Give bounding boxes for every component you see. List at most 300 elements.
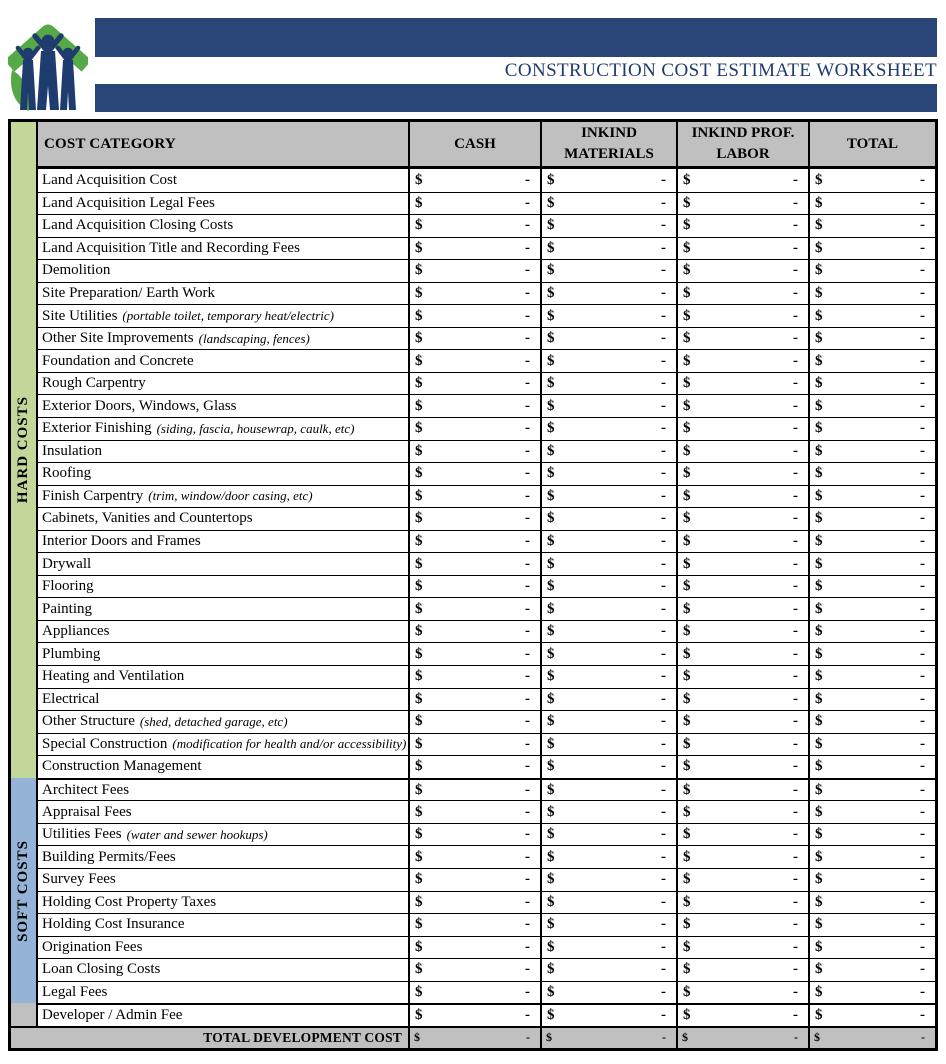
total-cell[interactable] xyxy=(808,936,935,959)
inkind-prof-labor-cell[interactable] xyxy=(676,642,808,665)
empty-amount: - xyxy=(920,758,925,775)
empty-amount: - xyxy=(920,781,925,798)
total-cell[interactable] xyxy=(808,214,935,237)
total-development-cost-label: TOTAL DEVELOPMENT COST xyxy=(11,1026,408,1048)
currency-symbol: $ xyxy=(815,600,823,617)
row-category xyxy=(38,485,408,508)
currency-symbol: $ xyxy=(547,713,555,730)
empty-amount: - xyxy=(661,285,666,301)
inkind-materials-cell[interactable] xyxy=(540,282,676,305)
cash-cell[interactable] xyxy=(408,981,540,1004)
row-category xyxy=(38,755,408,778)
inkind-prof-labor-cell[interactable] xyxy=(676,868,808,891)
row-category xyxy=(38,349,408,372)
cash-cell[interactable] xyxy=(408,440,540,463)
cash-cell[interactable] xyxy=(408,642,540,665)
empty-amount: - xyxy=(525,600,530,617)
inkind-materials-cell[interactable] xyxy=(540,507,676,530)
currency-symbol: $ xyxy=(547,961,555,978)
currency-symbol: $ xyxy=(547,781,555,798)
inkind-materials-cell[interactable] xyxy=(540,530,676,553)
cash-cell[interactable] xyxy=(408,349,540,372)
cash-cell[interactable] xyxy=(408,620,540,643)
inkind-prof-labor-cell[interactable] xyxy=(676,800,808,823)
currency-symbol: $ xyxy=(547,285,555,301)
total-cell[interactable] xyxy=(808,1003,935,1026)
inkind-materials-cell[interactable] xyxy=(540,845,676,868)
total-cell[interactable] xyxy=(808,372,935,395)
currency-symbol: $ xyxy=(415,938,423,955)
masthead-title-band xyxy=(95,57,937,84)
total-cell[interactable] xyxy=(808,349,935,372)
cash-cell[interactable] xyxy=(408,214,540,237)
empty-amount: - xyxy=(661,555,666,572)
inkind-materials-cell[interactable] xyxy=(540,891,676,914)
inkind-prof-labor-cell[interactable] xyxy=(676,349,808,372)
inkind-materials-cell[interactable] xyxy=(540,462,676,485)
currency-symbol: $ xyxy=(683,826,691,843)
inkind-materials-cell[interactable] xyxy=(540,237,676,260)
total-cell[interactable] xyxy=(808,688,935,711)
currency-symbol: $ xyxy=(815,194,823,211)
inkind-materials-cell[interactable] xyxy=(540,778,676,801)
empty-amount: - xyxy=(662,1030,666,1045)
empty-amount: - xyxy=(661,848,666,865)
inkind-materials-cell[interactable] xyxy=(540,259,676,282)
cash-cell[interactable] xyxy=(408,845,540,868)
empty-amount: - xyxy=(920,442,925,459)
inkind-materials-cell[interactable] xyxy=(540,304,676,327)
total-cell[interactable] xyxy=(808,552,935,575)
currency-symbol: $ xyxy=(415,871,423,888)
currency-symbol: $ xyxy=(815,826,823,843)
cash-cell[interactable] xyxy=(408,327,540,350)
total-cell[interactable] xyxy=(808,823,935,846)
total-cell[interactable] xyxy=(808,417,935,440)
empty-amount: - xyxy=(920,420,925,437)
total-cell[interactable] xyxy=(808,642,935,665)
cash-cell[interactable] xyxy=(408,462,540,485)
currency-symbol: $ xyxy=(683,194,691,211)
category-label: Other Structure xyxy=(42,713,135,730)
category-label: Insulation xyxy=(42,442,102,459)
inkind-materials-cell[interactable] xyxy=(540,733,676,756)
total-cell[interactable] xyxy=(808,800,935,823)
inkind-materials-cell[interactable] xyxy=(540,394,676,417)
empty-amount: - xyxy=(793,961,798,978)
total-row-inkind-prof-labor-cell[interactable] xyxy=(676,1026,808,1048)
hard-costs-band-label: HARD COSTS xyxy=(15,396,31,504)
inkind-materials-cell[interactable] xyxy=(540,575,676,598)
empty-amount: - xyxy=(661,893,666,910)
cash-cell[interactable] xyxy=(408,755,540,778)
inkind-prof-labor-cell[interactable] xyxy=(676,394,808,417)
total-cell[interactable] xyxy=(808,507,935,530)
row-category xyxy=(38,823,408,846)
total-cell[interactable] xyxy=(808,440,935,463)
inkind-materials-cell[interactable] xyxy=(540,552,676,575)
inkind-materials-cell[interactable] xyxy=(540,327,676,350)
row-category xyxy=(38,237,408,260)
currency-symbol: $ xyxy=(547,735,555,752)
inkind-prof-labor-cell[interactable] xyxy=(676,530,808,553)
inkind-materials-cell[interactable] xyxy=(540,192,676,215)
currency-symbol: $ xyxy=(415,510,423,527)
currency-symbol: $ xyxy=(415,826,423,843)
total-cell[interactable] xyxy=(808,259,935,282)
cash-cell[interactable] xyxy=(408,237,540,260)
currency-symbol: $ xyxy=(815,285,823,301)
cash-cell[interactable] xyxy=(408,936,540,959)
currency-symbol: $ xyxy=(415,262,423,279)
inkind-prof-labor-cell[interactable] xyxy=(676,823,808,846)
empty-amount: - xyxy=(793,983,798,1000)
inkind-prof-labor-cell[interactable] xyxy=(676,710,808,733)
currency-symbol: $ xyxy=(415,352,423,369)
category-label: Appraisal Fees xyxy=(42,803,132,820)
total-cell[interactable] xyxy=(808,733,935,756)
empty-amount: - xyxy=(661,375,666,392)
category-label: Flooring xyxy=(42,578,94,595)
empty-amount: - xyxy=(525,239,530,256)
currency-symbol: $ xyxy=(547,600,555,617)
inkind-prof-labor-cell[interactable] xyxy=(676,1003,808,1026)
total-cell[interactable] xyxy=(808,958,935,981)
inkind-materials-cell[interactable] xyxy=(540,642,676,665)
cash-cell[interactable] xyxy=(408,394,540,417)
inkind-prof-labor-cell[interactable] xyxy=(676,958,808,981)
empty-amount: - xyxy=(525,555,530,572)
currency-symbol: $ xyxy=(683,307,691,324)
inkind-materials-cell[interactable] xyxy=(540,485,676,508)
habitat-logo-graphic xyxy=(8,12,88,112)
currency-symbol: $ xyxy=(546,1030,552,1045)
cash-cell[interactable] xyxy=(408,913,540,936)
currency-symbol: $ xyxy=(683,916,691,933)
total-cell[interactable] xyxy=(808,327,935,350)
cash-cell[interactable] xyxy=(408,530,540,553)
category-note: (portable toilet, temporary heat/electric) xyxy=(122,308,334,324)
cash-cell[interactable] xyxy=(408,800,540,823)
empty-amount: - xyxy=(525,262,530,279)
row-category xyxy=(38,733,408,756)
category-label: Land Acquisition Closing Costs xyxy=(42,217,234,234)
inkind-materials-cell[interactable] xyxy=(540,936,676,959)
inkind-prof-labor-cell[interactable] xyxy=(676,440,808,463)
empty-amount: - xyxy=(525,217,530,234)
inkind-prof-labor-cell[interactable] xyxy=(676,913,808,936)
total-cell[interactable] xyxy=(808,304,935,327)
inkind-materials-cell[interactable] xyxy=(540,597,676,620)
cash-cell[interactable] xyxy=(408,1003,540,1026)
total-cell[interactable] xyxy=(808,237,935,260)
inkind-prof-labor-cell[interactable] xyxy=(676,462,808,485)
row-category xyxy=(38,778,408,801)
cash-cell[interactable] xyxy=(408,597,540,620)
category-label: Drywall xyxy=(42,555,92,572)
total-cell[interactable] xyxy=(808,868,935,891)
empty-amount: - xyxy=(661,442,666,459)
row-category xyxy=(38,214,408,237)
inkind-materials-cell[interactable] xyxy=(540,981,676,1004)
cash-cell[interactable] xyxy=(408,688,540,711)
cash-cell[interactable] xyxy=(408,485,540,508)
category-note: (water and sewer hookups) xyxy=(126,826,268,842)
cash-cell[interactable] xyxy=(408,575,540,598)
inkind-prof-labor-cell[interactable] xyxy=(676,981,808,1004)
category-label: Holding Cost Property Taxes xyxy=(42,893,217,910)
total-cell[interactable] xyxy=(808,913,935,936)
empty-amount: - xyxy=(920,668,925,685)
total-cell[interactable] xyxy=(808,394,935,417)
cash-cell[interactable] xyxy=(408,891,540,914)
empty-amount: - xyxy=(793,600,798,617)
inkind-prof-labor-cell[interactable] xyxy=(676,688,808,711)
inkind-materials-cell[interactable] xyxy=(540,710,676,733)
total-cell[interactable] xyxy=(808,282,935,305)
inkind-prof-labor-cell[interactable] xyxy=(676,214,808,237)
currency-symbol: $ xyxy=(415,239,423,256)
cash-cell[interactable] xyxy=(408,733,540,756)
empty-amount: - xyxy=(661,600,666,617)
inkind-prof-labor-cell[interactable] xyxy=(676,936,808,959)
total-cell[interactable] xyxy=(808,620,935,643)
currency-symbol: $ xyxy=(683,262,691,279)
inkind-prof-labor-cell[interactable] xyxy=(676,755,808,778)
total-cell[interactable] xyxy=(808,462,935,485)
inkind-prof-labor-cell[interactable] xyxy=(676,845,808,868)
cash-cell[interactable] xyxy=(408,958,540,981)
currency-symbol: $ xyxy=(415,781,423,798)
empty-amount: - xyxy=(920,848,925,865)
total-row-cash-cell[interactable] xyxy=(408,1026,540,1048)
inkind-materials-cell[interactable] xyxy=(540,688,676,711)
inkind-prof-labor-cell[interactable] xyxy=(676,169,808,192)
inkind-prof-labor-cell[interactable] xyxy=(676,552,808,575)
empty-amount: - xyxy=(526,1030,530,1045)
empty-amount: - xyxy=(920,465,925,482)
currency-symbol: $ xyxy=(415,465,423,482)
currency-symbol: $ xyxy=(815,555,823,572)
inkind-prof-labor-cell[interactable] xyxy=(676,575,808,598)
total-cell[interactable] xyxy=(808,169,935,192)
total-cell[interactable] xyxy=(808,891,935,914)
empty-amount: - xyxy=(920,916,925,933)
empty-amount: - xyxy=(920,893,925,910)
inkind-prof-labor-cell[interactable] xyxy=(676,327,808,350)
empty-amount: - xyxy=(793,803,798,820)
currency-symbol: $ xyxy=(547,465,555,482)
inkind-prof-labor-cell[interactable] xyxy=(676,597,808,620)
empty-amount: - xyxy=(661,487,666,504)
row-category xyxy=(38,192,408,215)
inkind-materials-cell[interactable] xyxy=(540,214,676,237)
total-cell[interactable] xyxy=(808,530,935,553)
empty-amount: - xyxy=(920,352,925,369)
cash-cell[interactable] xyxy=(408,417,540,440)
currency-symbol: $ xyxy=(547,668,555,685)
category-label: Exterior Doors, Windows, Glass xyxy=(42,397,237,414)
currency-symbol: $ xyxy=(415,217,423,234)
empty-amount: - xyxy=(793,442,798,459)
total-cell[interactable] xyxy=(808,485,935,508)
cash-cell[interactable] xyxy=(408,552,540,575)
currency-symbol: $ xyxy=(683,645,691,662)
inkind-materials-cell[interactable] xyxy=(540,755,676,778)
inkind-prof-labor-cell[interactable] xyxy=(676,259,808,282)
total-cell[interactable] xyxy=(808,575,935,598)
cash-cell[interactable] xyxy=(408,304,540,327)
currency-symbol: $ xyxy=(683,465,691,482)
row-category xyxy=(38,800,408,823)
inkind-prof-labor-cell[interactable] xyxy=(676,507,808,530)
inkind-prof-labor-cell[interactable] xyxy=(676,372,808,395)
currency-symbol: $ xyxy=(815,758,823,775)
empty-amount: - xyxy=(525,961,530,978)
currency-symbol: $ xyxy=(415,420,423,437)
inkind-prof-labor-cell[interactable] xyxy=(676,485,808,508)
empty-amount: - xyxy=(661,961,666,978)
cash-cell[interactable] xyxy=(408,868,540,891)
currency-symbol: $ xyxy=(815,871,823,888)
empty-amount: - xyxy=(525,645,530,662)
currency-symbol: $ xyxy=(683,442,691,459)
currency-symbol: $ xyxy=(547,645,555,662)
inkind-prof-labor-cell[interactable] xyxy=(676,620,808,643)
inkind-materials-cell[interactable] xyxy=(540,440,676,463)
cash-cell[interactable] xyxy=(408,259,540,282)
currency-symbol: $ xyxy=(815,916,823,933)
cash-cell[interactable] xyxy=(408,823,540,846)
empty-amount: - xyxy=(661,916,666,933)
inkind-prof-labor-cell[interactable] xyxy=(676,304,808,327)
inkind-materials-cell[interactable] xyxy=(540,417,676,440)
inkind-materials-cell[interactable] xyxy=(540,913,676,936)
inkind-prof-labor-cell[interactable] xyxy=(676,778,808,801)
cash-cell[interactable] xyxy=(408,192,540,215)
soft-costs-band-label: SOFT COSTS xyxy=(15,839,31,942)
inkind-prof-labor-cell[interactable] xyxy=(676,282,808,305)
currency-symbol: $ xyxy=(547,826,555,843)
empty-amount: - xyxy=(793,285,798,301)
inkind-materials-cell[interactable] xyxy=(540,958,676,981)
category-label: Interior Doors and Frames xyxy=(42,533,201,550)
inkind-materials-cell[interactable] xyxy=(540,620,676,643)
category-label: Other Site Improvements xyxy=(42,330,194,347)
currency-symbol: $ xyxy=(815,239,823,256)
cash-cell[interactable] xyxy=(408,372,540,395)
category-label: Electrical xyxy=(42,690,100,707)
empty-amount: - xyxy=(525,735,530,752)
currency-symbol: $ xyxy=(815,307,823,324)
currency-symbol: $ xyxy=(415,623,423,640)
total-cell[interactable] xyxy=(808,845,935,868)
currency-symbol: $ xyxy=(415,735,423,752)
total-row-inkind-materials-cell[interactable] xyxy=(540,1026,676,1048)
empty-amount: - xyxy=(661,352,666,369)
currency-symbol: $ xyxy=(683,171,691,188)
total-cell[interactable] xyxy=(808,755,935,778)
inkind-materials-cell[interactable] xyxy=(540,800,676,823)
empty-amount: - xyxy=(920,826,925,843)
inkind-materials-cell[interactable] xyxy=(540,823,676,846)
category-label: Building Permits/Fees xyxy=(42,848,176,865)
inkind-prof-labor-cell[interactable] xyxy=(676,891,808,914)
currency-symbol: $ xyxy=(547,758,555,775)
cash-cell[interactable] xyxy=(408,169,540,192)
total-cell[interactable] xyxy=(808,778,935,801)
inkind-materials-cell[interactable] xyxy=(540,349,676,372)
inkind-materials-cell[interactable] xyxy=(540,169,676,192)
currency-symbol: $ xyxy=(683,848,691,865)
row-category xyxy=(38,304,408,327)
empty-amount: - xyxy=(793,420,798,437)
inkind-prof-labor-cell[interactable] xyxy=(676,237,808,260)
empty-amount: - xyxy=(661,690,666,707)
currency-symbol: $ xyxy=(815,262,823,279)
currency-symbol: $ xyxy=(815,217,823,234)
inkind-prof-labor-cell[interactable] xyxy=(676,192,808,215)
row-category xyxy=(38,327,408,350)
inkind-materials-cell[interactable] xyxy=(540,1003,676,1026)
empty-amount: - xyxy=(920,600,925,617)
empty-amount: - xyxy=(793,893,798,910)
empty-amount: - xyxy=(920,307,925,324)
cash-cell[interactable] xyxy=(408,282,540,305)
inkind-materials-cell[interactable] xyxy=(540,665,676,688)
total-cell[interactable] xyxy=(808,710,935,733)
empty-amount: - xyxy=(525,330,530,347)
total-cell[interactable] xyxy=(808,981,935,1004)
cash-cell[interactable] xyxy=(408,710,540,733)
total-cell[interactable] xyxy=(808,192,935,215)
total-cell[interactable] xyxy=(808,597,935,620)
inkind-materials-cell[interactable] xyxy=(540,868,676,891)
currency-symbol: $ xyxy=(683,735,691,752)
row-category xyxy=(38,462,408,485)
cash-cell[interactable] xyxy=(408,665,540,688)
currency-symbol: $ xyxy=(547,262,555,279)
total-row-total-cell[interactable] xyxy=(808,1026,935,1048)
currency-symbol: $ xyxy=(815,442,823,459)
currency-symbol: $ xyxy=(547,623,555,640)
row-category xyxy=(38,282,408,305)
currency-symbol: $ xyxy=(547,938,555,955)
currency-symbol: $ xyxy=(683,600,691,617)
currency-symbol: $ xyxy=(683,668,691,685)
inkind-prof-labor-cell[interactable] xyxy=(676,417,808,440)
inkind-materials-cell[interactable] xyxy=(540,372,676,395)
currency-symbol: $ xyxy=(547,239,555,256)
total-cell[interactable] xyxy=(808,665,935,688)
empty-amount: - xyxy=(525,375,530,392)
empty-amount: - xyxy=(661,420,666,437)
category-label: Roofing xyxy=(42,465,92,482)
currency-symbol: $ xyxy=(815,397,823,414)
empty-amount: - xyxy=(920,285,925,301)
empty-amount: - xyxy=(920,397,925,414)
category-label: Appliances xyxy=(42,623,110,640)
empty-amount: - xyxy=(525,938,530,955)
currency-symbol: $ xyxy=(547,871,555,888)
inkind-prof-labor-cell[interactable] xyxy=(676,665,808,688)
category-label: Special Construction xyxy=(42,735,168,752)
cash-cell[interactable] xyxy=(408,778,540,801)
cash-cell[interactable] xyxy=(408,507,540,530)
inkind-prof-labor-cell[interactable] xyxy=(676,733,808,756)
currency-symbol: $ xyxy=(815,171,823,188)
empty-amount: - xyxy=(920,961,925,978)
